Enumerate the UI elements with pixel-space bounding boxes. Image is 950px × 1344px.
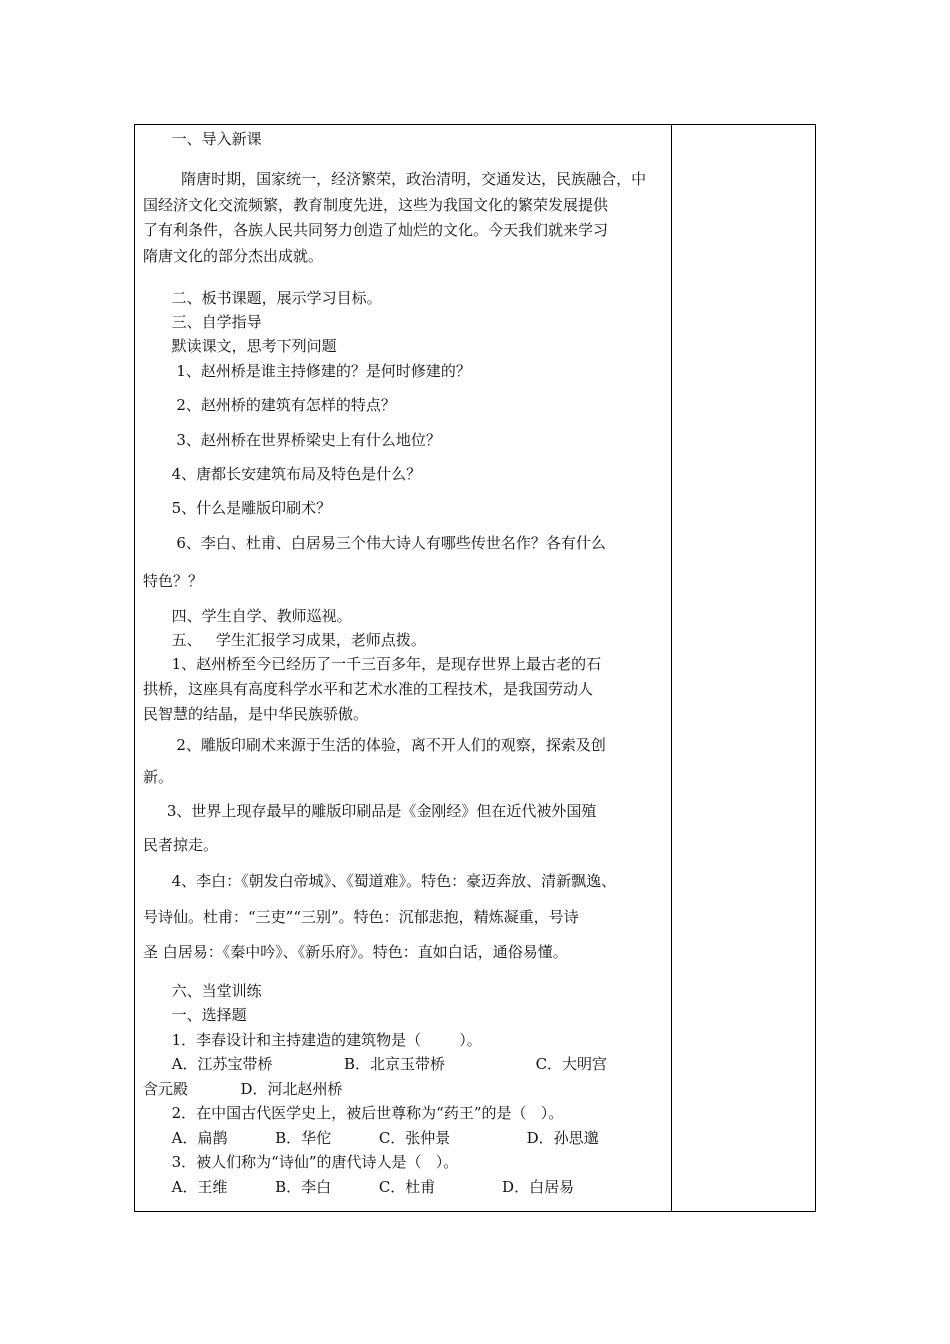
text-line: 隋唐文化的部分杰出成就。 xyxy=(143,247,324,265)
text-line: 1、赵州桥是谁主持修建的？是何时修建的？ xyxy=(143,362,471,380)
text-line: 号诗仙。杜甫：“三吏”“三别”。特色：沉郁悲抱，精炼凝重，号诗 xyxy=(143,908,579,926)
text-line: 一、导入新课 xyxy=(143,130,262,148)
text-line: 2．在中国古代医学史上，被后世尊称为“药王”的是（ ）。 xyxy=(143,1104,564,1122)
text-line: 4、唐都长安建筑布局及特色是什么？ xyxy=(143,465,422,483)
text-line: 特色？？ xyxy=(143,572,204,590)
text-line: 民智慧的结晶，是中华民族骄傲。 xyxy=(143,705,369,723)
text-line: 隋唐时期，国家统一，经济繁荣，政治清明，交通发达，民族融合，中 xyxy=(143,170,647,188)
text-line: A．王维 B．李白 C．杜甫 D．白居易 xyxy=(143,1178,575,1196)
notes-cell xyxy=(672,125,815,1211)
text-line: 1．李春设计和主持建造的建筑物是（ ）。 xyxy=(143,1031,482,1049)
text-line: 五、 学生汇报学习成果，老师点拨。 xyxy=(143,631,426,649)
text-line: 一、选择题 xyxy=(143,1006,247,1024)
text-line: 1、赵州桥至今已经历了一千三百多年，是现存世界上最古老的石 xyxy=(143,655,602,673)
text-line: 2、赵州桥的建筑有怎样的特点？ xyxy=(143,396,396,414)
text-line: 6、李白、杜甫、白居易三个伟大诗人有哪些传世名作？各有什么 xyxy=(143,534,606,552)
text-line: 含元殿 D．河北赵州桥 xyxy=(143,1080,343,1098)
text-line: 3、世界上现存最早的雕版印刷品是《金刚经》但在近代被外国殖 xyxy=(143,802,597,820)
text-line: 新。 xyxy=(143,768,174,786)
text-line: 四、学生自学、教师巡视。 xyxy=(143,607,352,625)
text-line: 国经济文化交流频繁，教育制度先进，这些为我国文化的繁荣发展提供 xyxy=(143,196,609,214)
text-line: 5、什么是雕版印刷术？ xyxy=(143,499,332,517)
text-line: 默读课文，思考下列问题 xyxy=(143,337,337,355)
text-line: 二、板书课题，展示学习目标。 xyxy=(143,289,382,307)
lesson-table xyxy=(134,124,816,1212)
text-line: 3．被人们称为“诗仙”的唐代诗人是（ ）。 xyxy=(143,1153,459,1171)
text-line: A．江苏宝带桥 B．北京玉带桥 C．大明宫 xyxy=(143,1055,608,1073)
text-line: 2、雕版印刷术来源于生活的体验，离不开人们的观察，探索及创 xyxy=(143,736,606,754)
text-line: 了有利条件，各族人民共同努力创造了灿烂的文化。今天我们就来学习 xyxy=(143,221,609,239)
text-line: A．扁鹊 B．华佗 C．张仲景 D．孙思邈 xyxy=(143,1129,599,1147)
text-line: 三、自学指导 xyxy=(143,313,262,331)
text-line: 民者掠走。 xyxy=(143,836,219,854)
lesson-content-cell xyxy=(135,125,671,1211)
text-line: 圣 白居易：《秦中吟》、《新乐府》。特色：直如白话，通俗易懂。 xyxy=(143,943,568,961)
text-line: 4、李白：《朝发白帝城》、《蜀道难》。特色：豪迈奔放、清新飘逸、 xyxy=(143,872,617,890)
text-line: 六、当堂训练 xyxy=(143,982,262,1000)
text-line: 3、赵州桥在世界桥梁史上有什么地位？ xyxy=(143,431,441,449)
text-line: 拱桥，这座具有高度科学水平和艺术水准的工程技术，是我国劳动人 xyxy=(143,680,594,698)
